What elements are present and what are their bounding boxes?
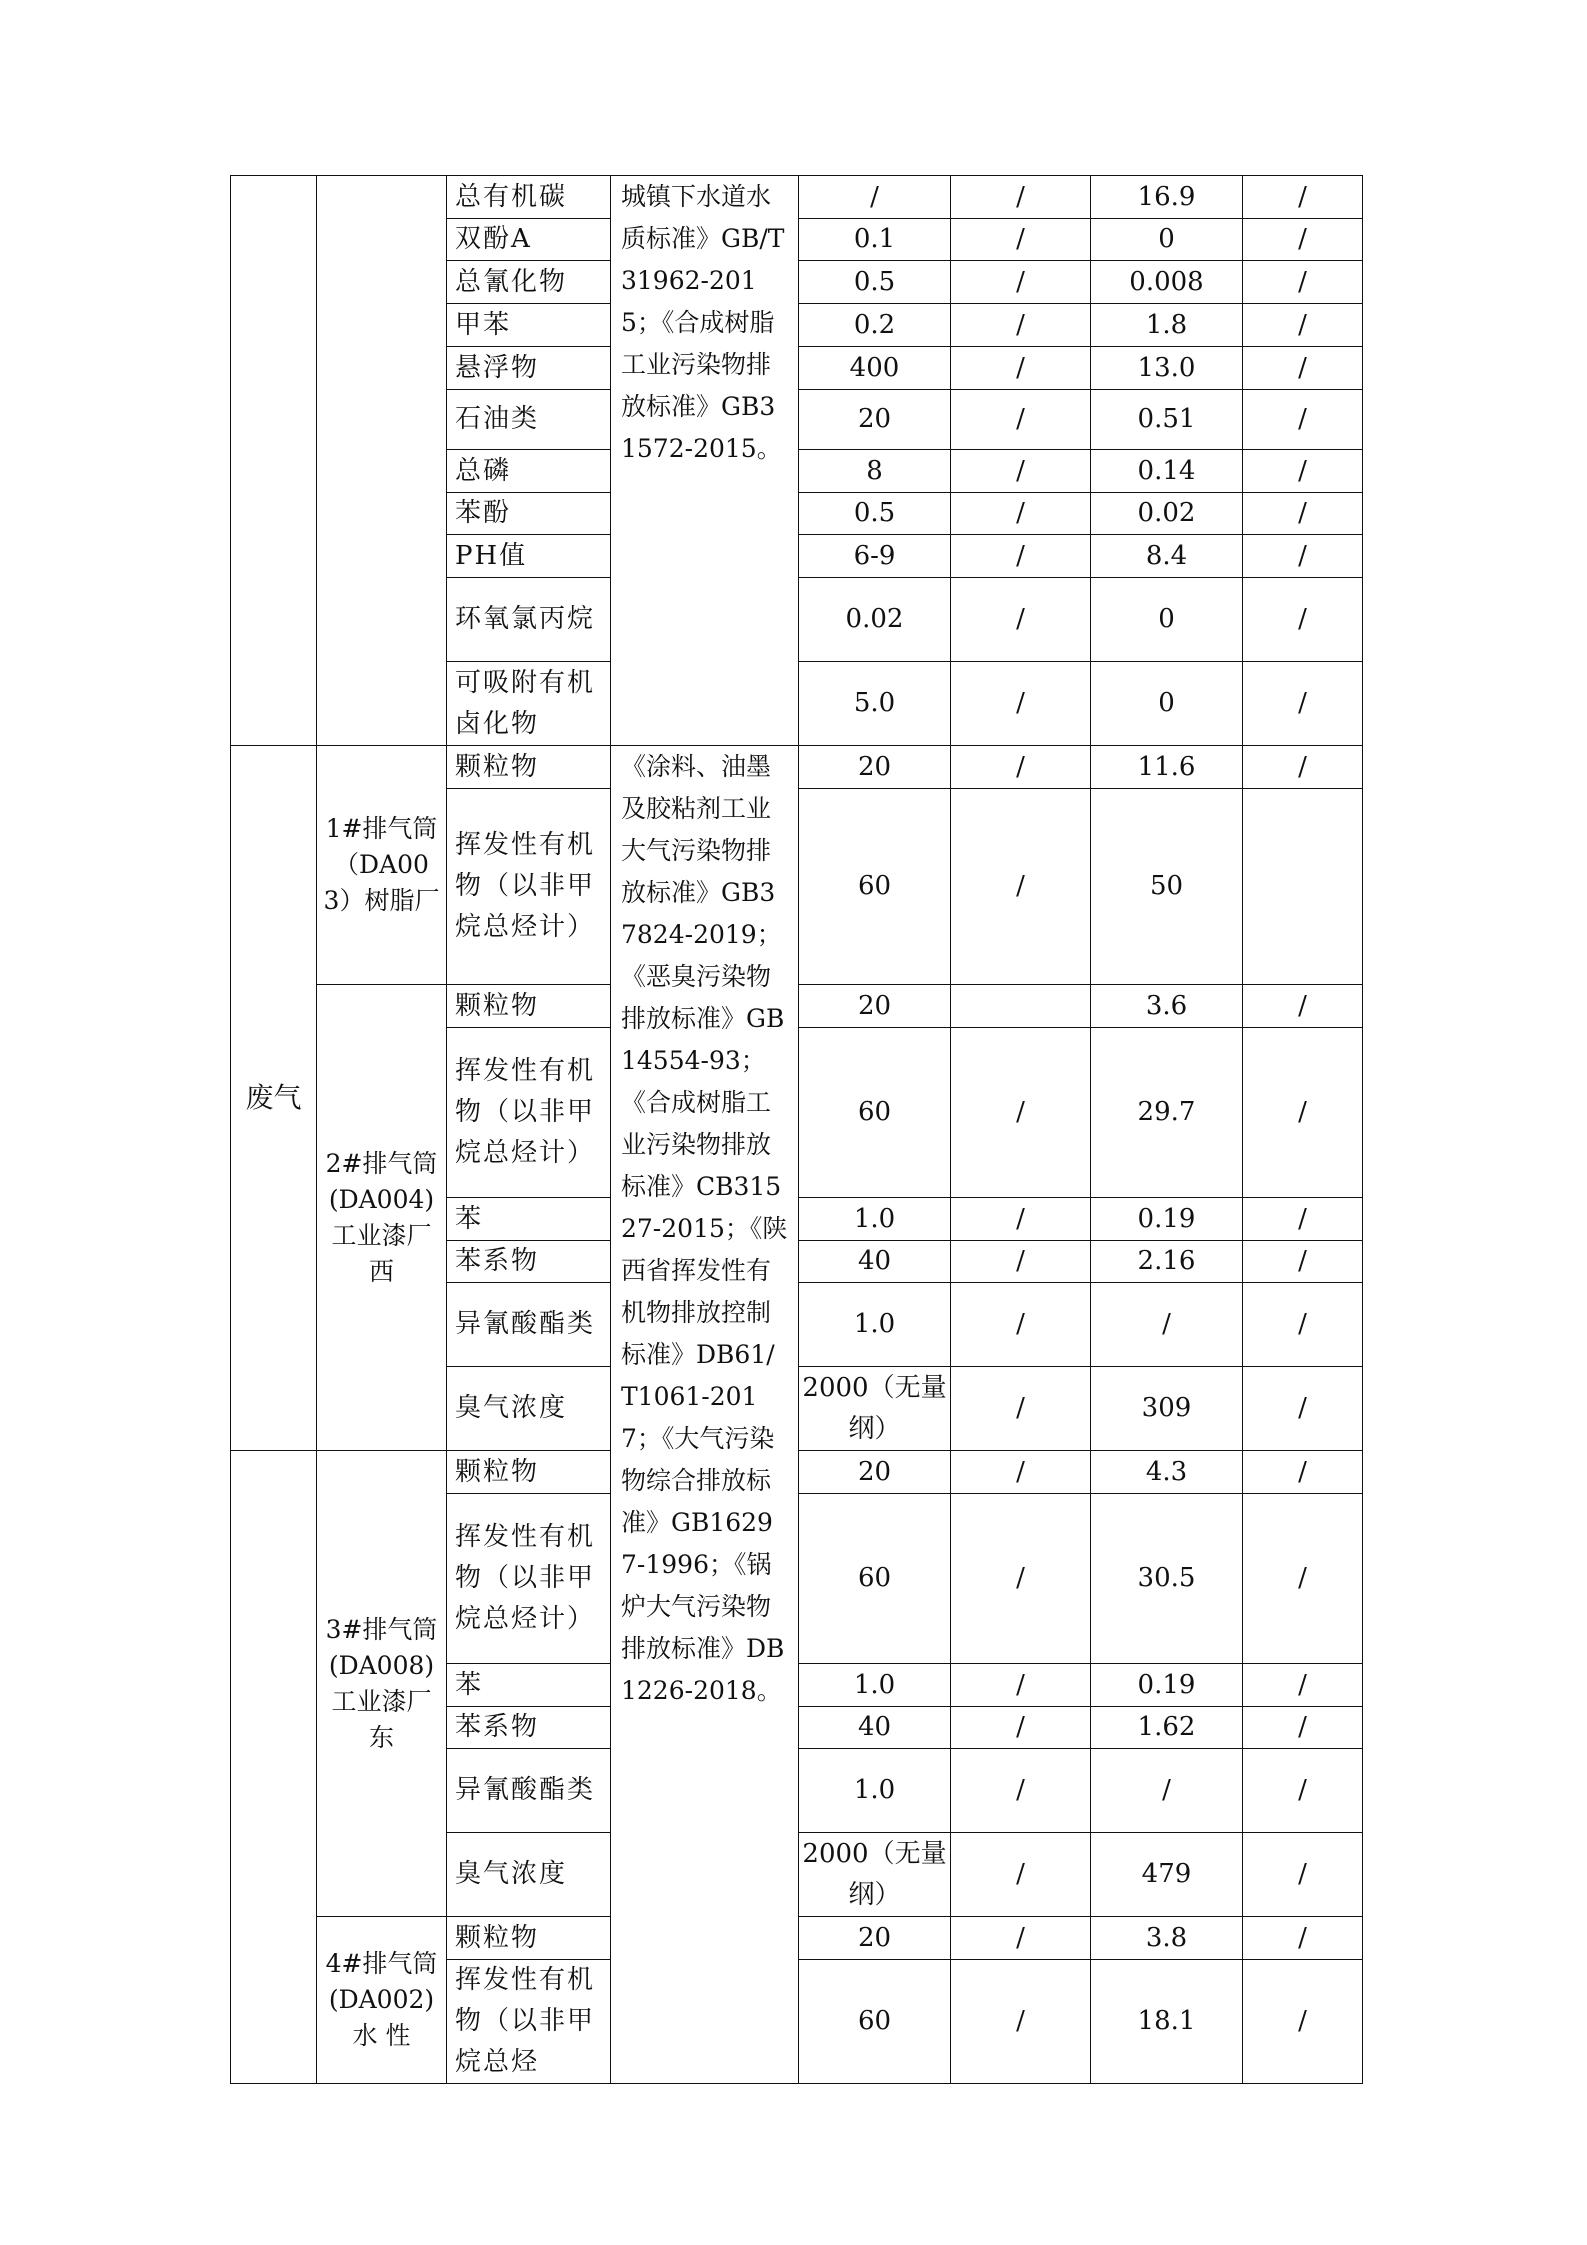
column-3-cell: / bbox=[951, 1283, 1091, 1367]
standard-cell-gas: 《涂料、油墨及胶粘剂工业大气污染物排放标准》GB37824-2019；《恶臭污染物排放标准》GB14554-93；《合成树脂工业污染物排放标准》CB31527-2015；《陕西省挥发性有机物排放控制标准》DB61/T1061-2017；《大气污染物综合排放标准》GB16297-1996；《锅炉大气污染物排放标准》DB1226-2018。 bbox=[611, 746, 799, 2084]
outlet-name-cell: 4#排气筒(DA002)水 性 bbox=[317, 1917, 447, 2084]
measured-value-cell: 3.8 bbox=[1091, 1917, 1243, 1960]
limit-cell: 0.5 bbox=[799, 493, 951, 535]
column-3-cell: / bbox=[951, 1917, 1091, 1960]
limit-cell: 0.2 bbox=[799, 304, 951, 347]
limit-cell: 20 bbox=[799, 746, 951, 789]
column-3-cell: / bbox=[951, 1451, 1091, 1494]
column-5-cell: / bbox=[1243, 261, 1363, 304]
limit-cell: 400 bbox=[799, 347, 951, 390]
column-5-cell: / bbox=[1243, 1917, 1363, 1960]
limit-cell: 60 bbox=[799, 1028, 951, 1198]
column-3-cell: / bbox=[951, 1833, 1091, 1917]
limit-cell: 1.0 bbox=[799, 1749, 951, 1833]
standard-cell-water: 城镇下水道水质标准》GB/T31962-2015；《合成树脂工业污染物排放标准》GB31572-2015。 bbox=[611, 176, 799, 746]
column-5-cell: / bbox=[1243, 390, 1363, 450]
column-3-cell: / bbox=[951, 1198, 1091, 1241]
column-3-cell: / bbox=[951, 1707, 1091, 1749]
pollutant-cell: 苯系物 bbox=[447, 1707, 611, 1749]
measured-value-cell: 309 bbox=[1091, 1367, 1243, 1451]
category-cell bbox=[231, 1451, 317, 2084]
column-3-cell: / bbox=[951, 1494, 1091, 1664]
pollutant-cell: 苯 bbox=[447, 1198, 611, 1241]
category-cell bbox=[231, 176, 317, 746]
pollutant-cell: 石油类 bbox=[447, 390, 611, 450]
limit-cell: 20 bbox=[799, 985, 951, 1028]
limit-cell: 6-9 bbox=[799, 535, 951, 578]
limit-cell: 8 bbox=[799, 450, 951, 493]
pollutant-cell: 颗粒物 bbox=[447, 1451, 611, 1494]
column-5-cell: / bbox=[1243, 535, 1363, 578]
limit-cell: 2000（无量纲） bbox=[799, 1833, 951, 1917]
column-5-cell: / bbox=[1243, 1198, 1363, 1241]
column-3-cell: / bbox=[951, 304, 1091, 347]
measured-value-cell: 50 bbox=[1091, 789, 1243, 985]
column-3-cell: / bbox=[951, 1367, 1091, 1451]
pollutant-cell: 双酚A bbox=[447, 219, 611, 261]
column-3-cell: / bbox=[951, 176, 1091, 219]
column-5-cell: / bbox=[1243, 304, 1363, 347]
limit-cell: 0.5 bbox=[799, 261, 951, 304]
outlet-name-cell: 3#排气筒(DA008)工业漆厂东 bbox=[317, 1451, 447, 1917]
limit-cell: / bbox=[799, 176, 951, 219]
measured-value-cell: 29.7 bbox=[1091, 1028, 1243, 1198]
pollutant-cell: PH值 bbox=[447, 535, 611, 578]
pollutant-cell: 苯 bbox=[447, 1664, 611, 1707]
column-5-cell: / bbox=[1243, 176, 1363, 219]
column-3-cell: / bbox=[951, 1241, 1091, 1283]
measured-value-cell: 1.8 bbox=[1091, 304, 1243, 347]
measured-value-cell: 16.9 bbox=[1091, 176, 1243, 219]
pollutant-cell: 甲苯 bbox=[447, 304, 611, 347]
pollutant-cell: 臭气浓度 bbox=[447, 1833, 611, 1917]
measured-value-cell: 0 bbox=[1091, 219, 1243, 261]
measured-value-cell: 0.008 bbox=[1091, 261, 1243, 304]
column-3-cell: / bbox=[951, 662, 1091, 746]
column-5-cell: / bbox=[1243, 1833, 1363, 1917]
column-3-cell: / bbox=[951, 1749, 1091, 1833]
monitoring-table bbox=[230, 175, 1363, 2084]
column-3-cell: / bbox=[951, 789, 1091, 985]
measured-value-cell: 0 bbox=[1091, 662, 1243, 746]
column-3-cell: / bbox=[951, 535, 1091, 578]
column-5-cell: / bbox=[1243, 662, 1363, 746]
column-5-cell: / bbox=[1243, 219, 1363, 261]
outlet-cell bbox=[317, 176, 447, 746]
pollutant-cell: 挥发性有机物（以非甲烷总烃计） bbox=[447, 1494, 611, 1664]
pollutant-cell: 苯酚 bbox=[447, 493, 611, 535]
column-3-cell: / bbox=[951, 219, 1091, 261]
limit-cell: 40 bbox=[799, 1241, 951, 1283]
column-5-cell bbox=[1243, 789, 1363, 985]
limit-cell: 40 bbox=[799, 1707, 951, 1749]
column-3-cell: / bbox=[951, 261, 1091, 304]
outlet-name-cell: 2#排气筒(DA004)工业漆厂西 bbox=[317, 985, 447, 1451]
table-row bbox=[231, 176, 1363, 219]
limit-cell: 1.0 bbox=[799, 1664, 951, 1707]
pollutant-cell: 环氧氯丙烷 bbox=[447, 578, 611, 662]
column-3-cell: / bbox=[951, 450, 1091, 493]
column-5-cell: / bbox=[1243, 985, 1363, 1028]
limit-cell: 60 bbox=[799, 1494, 951, 1664]
pollutant-cell: 总有机碳 bbox=[447, 176, 611, 219]
limit-cell: 5.0 bbox=[799, 662, 951, 746]
pollutant-cell: 挥发性有机物（以非甲烷总烃计） bbox=[447, 789, 611, 985]
column-5-cell: / bbox=[1243, 1283, 1363, 1367]
measured-value-cell: 0.19 bbox=[1091, 1664, 1243, 1707]
measured-value-cell: 1.62 bbox=[1091, 1707, 1243, 1749]
measured-value-cell: 4.3 bbox=[1091, 1451, 1243, 1494]
measured-value-cell: / bbox=[1091, 1283, 1243, 1367]
pollutant-cell: 臭气浓度 bbox=[447, 1367, 611, 1451]
measured-value-cell: 18.1 bbox=[1091, 1960, 1243, 2084]
measured-value-cell: 0.51 bbox=[1091, 390, 1243, 450]
limit-cell: 0.1 bbox=[799, 219, 951, 261]
limit-cell: 1.0 bbox=[799, 1198, 951, 1241]
limit-cell: 20 bbox=[799, 390, 951, 450]
column-3-cell: / bbox=[951, 1960, 1091, 2084]
measured-value-cell: 0 bbox=[1091, 578, 1243, 662]
column-5-cell: / bbox=[1243, 450, 1363, 493]
table-row bbox=[231, 746, 1363, 789]
column-3-cell bbox=[951, 985, 1091, 1028]
limit-cell: 1.0 bbox=[799, 1283, 951, 1367]
limit-cell: 20 bbox=[799, 1917, 951, 1960]
outlet-name-cell: 1#排气筒（DA003）树脂厂 bbox=[317, 746, 447, 985]
column-5-cell: / bbox=[1243, 1028, 1363, 1198]
category-cell-gas: 废气 bbox=[231, 746, 317, 1451]
measured-value-cell: 3.6 bbox=[1091, 985, 1243, 1028]
limit-cell: 0.02 bbox=[799, 578, 951, 662]
pollutant-cell: 异氰酸酯类 bbox=[447, 1283, 611, 1367]
limit-cell: 2000（无量纲） bbox=[799, 1367, 951, 1451]
limit-cell: 20 bbox=[799, 1451, 951, 1494]
column-5-cell: / bbox=[1243, 1367, 1363, 1451]
column-5-cell: / bbox=[1243, 1451, 1363, 1494]
pollutant-cell: 颗粒物 bbox=[447, 746, 611, 789]
measured-value-cell: 479 bbox=[1091, 1833, 1243, 1917]
column-5-cell: / bbox=[1243, 493, 1363, 535]
column-5-cell: / bbox=[1243, 746, 1363, 789]
measured-value-cell: 0.14 bbox=[1091, 450, 1243, 493]
measured-value-cell: / bbox=[1091, 1749, 1243, 1833]
column-5-cell: / bbox=[1243, 1707, 1363, 1749]
column-3-cell: / bbox=[951, 390, 1091, 450]
column-5-cell: / bbox=[1243, 1494, 1363, 1664]
pollutant-cell: 苯系物 bbox=[447, 1241, 611, 1283]
column-3-cell: / bbox=[951, 578, 1091, 662]
pollutant-cell: 总磷 bbox=[447, 450, 611, 493]
pollutant-cell: 异氰酸酯类 bbox=[447, 1749, 611, 1833]
column-3-cell: / bbox=[951, 1028, 1091, 1198]
pollutant-cell: 悬浮物 bbox=[447, 347, 611, 390]
column-3-cell: / bbox=[951, 1664, 1091, 1707]
measured-value-cell: 11.6 bbox=[1091, 746, 1243, 789]
measured-value-cell: 0.19 bbox=[1091, 1198, 1243, 1241]
column-3-cell: / bbox=[951, 347, 1091, 390]
column-5-cell: / bbox=[1243, 578, 1363, 662]
measured-value-cell: 13.0 bbox=[1091, 347, 1243, 390]
pollutant-cell: 颗粒物 bbox=[447, 1917, 611, 1960]
column-5-cell: / bbox=[1243, 1749, 1363, 1833]
column-5-cell: / bbox=[1243, 1664, 1363, 1707]
pollutant-cell: 颗粒物 bbox=[447, 985, 611, 1028]
column-3-cell: / bbox=[951, 493, 1091, 535]
column-5-cell: / bbox=[1243, 1960, 1363, 2084]
measured-value-cell: 8.4 bbox=[1091, 535, 1243, 578]
measured-value-cell: 2.16 bbox=[1091, 1241, 1243, 1283]
pollutant-cell: 挥发性有机物（以非甲烷总烃 bbox=[447, 1960, 611, 2084]
measured-value-cell: 0.02 bbox=[1091, 493, 1243, 535]
limit-cell: 60 bbox=[799, 789, 951, 985]
pollutant-cell: 可吸附有机卤化物 bbox=[447, 662, 611, 746]
column-5-cell: / bbox=[1243, 347, 1363, 390]
pollutant-cell: 总氰化物 bbox=[447, 261, 611, 304]
limit-cell: 60 bbox=[799, 1960, 951, 2084]
pollutant-cell: 挥发性有机物（以非甲烷总烃计） bbox=[447, 1028, 611, 1198]
column-3-cell: / bbox=[951, 746, 1091, 789]
measured-value-cell: 30.5 bbox=[1091, 1494, 1243, 1664]
column-5-cell: / bbox=[1243, 1241, 1363, 1283]
